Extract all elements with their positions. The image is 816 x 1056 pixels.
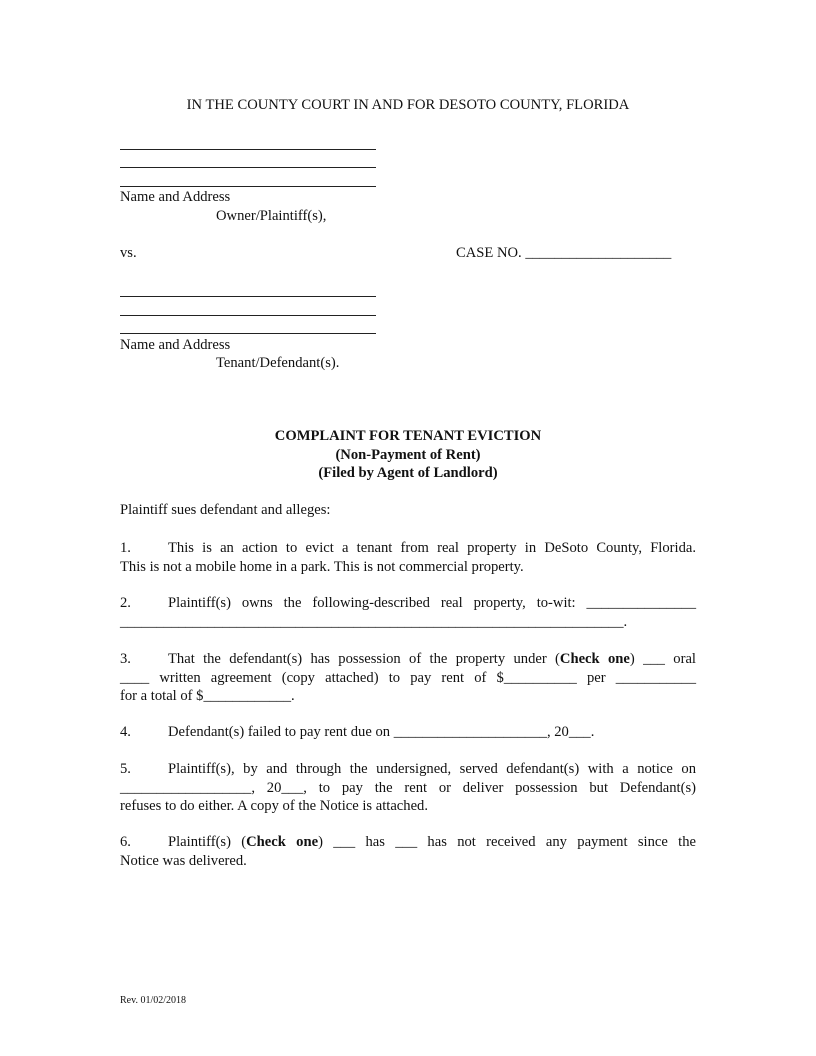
- paragraph-1-line-1: 1. This is an action to evict a tenant from real property in DeSoto County, Florida.: [120, 540, 696, 556]
- defendant-blank-line-1[interactable]: [120, 296, 376, 297]
- case-number-field[interactable]: CASE NO. ____________________: [456, 245, 672, 261]
- paragraph-2-line-2[interactable]: _____________________________________________________________________.: [120, 613, 628, 630]
- paragraph-6-line-2: Notice was delivered.: [120, 852, 247, 869]
- paragraph-4: [120, 723, 696, 742]
- paragraph-3-line-3[interactable]: for a total of $____________.: [120, 688, 295, 704]
- paragraph-number: 6.: [120, 834, 131, 850]
- plaintiff-blank-line-3[interactable]: [120, 186, 376, 187]
- document-subtitle-1: (Non-Payment of Rent): [335, 447, 481, 463]
- paragraph-4-line-1[interactable]: 4. Defendant(s) failed to pay rent due on _____________________, 20___.: [120, 724, 595, 740]
- defendant-role-label: Tenant/Defendant(s).: [216, 355, 340, 371]
- intro-text: Plaintiff sues defendant and alleges:: [120, 502, 331, 518]
- check-one-label: Check one: [559, 651, 630, 667]
- plaintiff-blank-line-1[interactable]: [120, 149, 376, 150]
- plaintiff-blank-line-2[interactable]: [120, 167, 376, 168]
- paragraph-3: [120, 650, 696, 706]
- defendant-blank-line-3[interactable]: [120, 333, 376, 334]
- defendant-blank-line-2[interactable]: [120, 315, 376, 316]
- versus-label: vs.: [120, 245, 137, 261]
- paragraph-5: [120, 760, 696, 816]
- paragraph-3-line-2[interactable]: ____ written agreement (copy attached) to pay rent of $__________ per ___________: [120, 669, 696, 686]
- defendant-name-address-label: Name and Address: [120, 337, 231, 353]
- paragraph-2-line-1[interactable]: 2. Plaintiff(s) owns the following-described real property, to-wit: _______________: [120, 595, 696, 611]
- paragraph-1-line-2: This is not a mobile home in a park. This is not commercial property.: [120, 558, 524, 575]
- plaintiff-name-address-label: Name and Address: [120, 189, 231, 205]
- paragraph-number: 2.: [120, 595, 131, 611]
- paragraph-number: 5.: [120, 761, 131, 777]
- paragraph-6-line-1[interactable]: 6. Plaintiff(s) (Check one) ___ has ___ has not received any payment since the: [120, 834, 696, 850]
- paragraph-number: 3.: [120, 651, 131, 667]
- revision-date: Rev. 01/02/2018: [120, 995, 187, 1006]
- paragraph-6: [120, 833, 696, 870]
- plaintiff-role-label: Owner/Plaintiff(s),: [216, 208, 327, 224]
- check-one-label: Check one: [246, 834, 319, 850]
- paragraph-5-line-1: 5. Plaintiff(s), by and through the undersigned, served defendant(s) with a notice on: [120, 761, 696, 777]
- court-heading: IN THE COUNTY COURT IN AND FOR DESOTO COUNTY, FLORIDA: [186, 97, 630, 113]
- paragraph-5-line-3: refuses to do either. A copy of the Notice is attached.: [120, 798, 428, 814]
- paragraph-number: 4.: [120, 724, 131, 740]
- document-title: COMPLAINT FOR TENANT EVICTION: [274, 428, 542, 444]
- document-subtitle-2: (Filed by Agent of Landlord): [318, 465, 498, 481]
- paragraph-3-line-1[interactable]: 3. That the defendant(s) has possession of the property under (Check one) ___ oral: [120, 651, 696, 667]
- paragraph-1: [120, 539, 696, 576]
- paragraph-2: [120, 594, 696, 631]
- paragraph-number: 1.: [120, 540, 131, 556]
- paragraph-5-line-2[interactable]: __________________, 20___, to pay the rent or deliver possession but Defendant(s): [120, 779, 696, 796]
